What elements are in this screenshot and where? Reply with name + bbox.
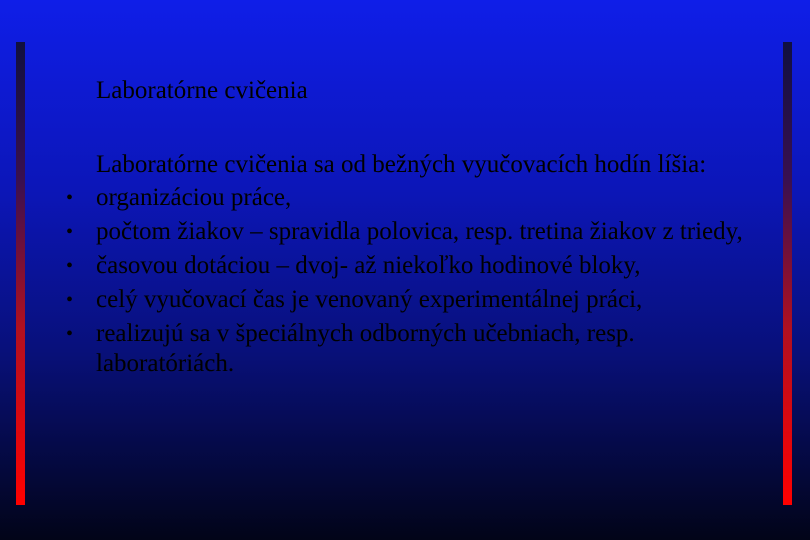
bullet-icon: • bbox=[66, 323, 74, 345]
list-item-text: realizujú sa v špeciálnych odborných učebniach, resp. laboratóriách. bbox=[96, 320, 635, 377]
list-item bbox=[66, 217, 746, 247]
list-item bbox=[66, 285, 746, 315]
bullet-list bbox=[66, 183, 746, 379]
list-item-text: organizáciou práce, bbox=[96, 184, 292, 211]
right-decorative-bar bbox=[783, 42, 792, 505]
bullet-icon: • bbox=[66, 255, 74, 277]
list-item bbox=[66, 251, 746, 281]
intro-text: Laboratórne cvičenia sa od bežných vyučovacích hodín líšia: bbox=[96, 151, 707, 178]
slide-body bbox=[66, 150, 746, 383]
slide-title: Laboratórne cvičenia bbox=[96, 77, 308, 104]
list-item bbox=[66, 319, 746, 379]
bullet-icon: • bbox=[66, 221, 74, 243]
left-decorative-bar bbox=[16, 42, 25, 505]
list-item bbox=[66, 183, 746, 213]
list-item-text: celý vyučovací čas je venovaný experimentálnej práci, bbox=[96, 286, 643, 313]
bullet-icon: • bbox=[66, 289, 74, 311]
list-item-text: časovou dotáciou – dvoj- až niekoľko hodinové bloky, bbox=[96, 252, 641, 279]
list-item-text: počtom žiakov – spravidla polovica, resp. tretina žiakov z triedy, bbox=[96, 218, 743, 245]
bullet-icon: • bbox=[66, 187, 74, 209]
